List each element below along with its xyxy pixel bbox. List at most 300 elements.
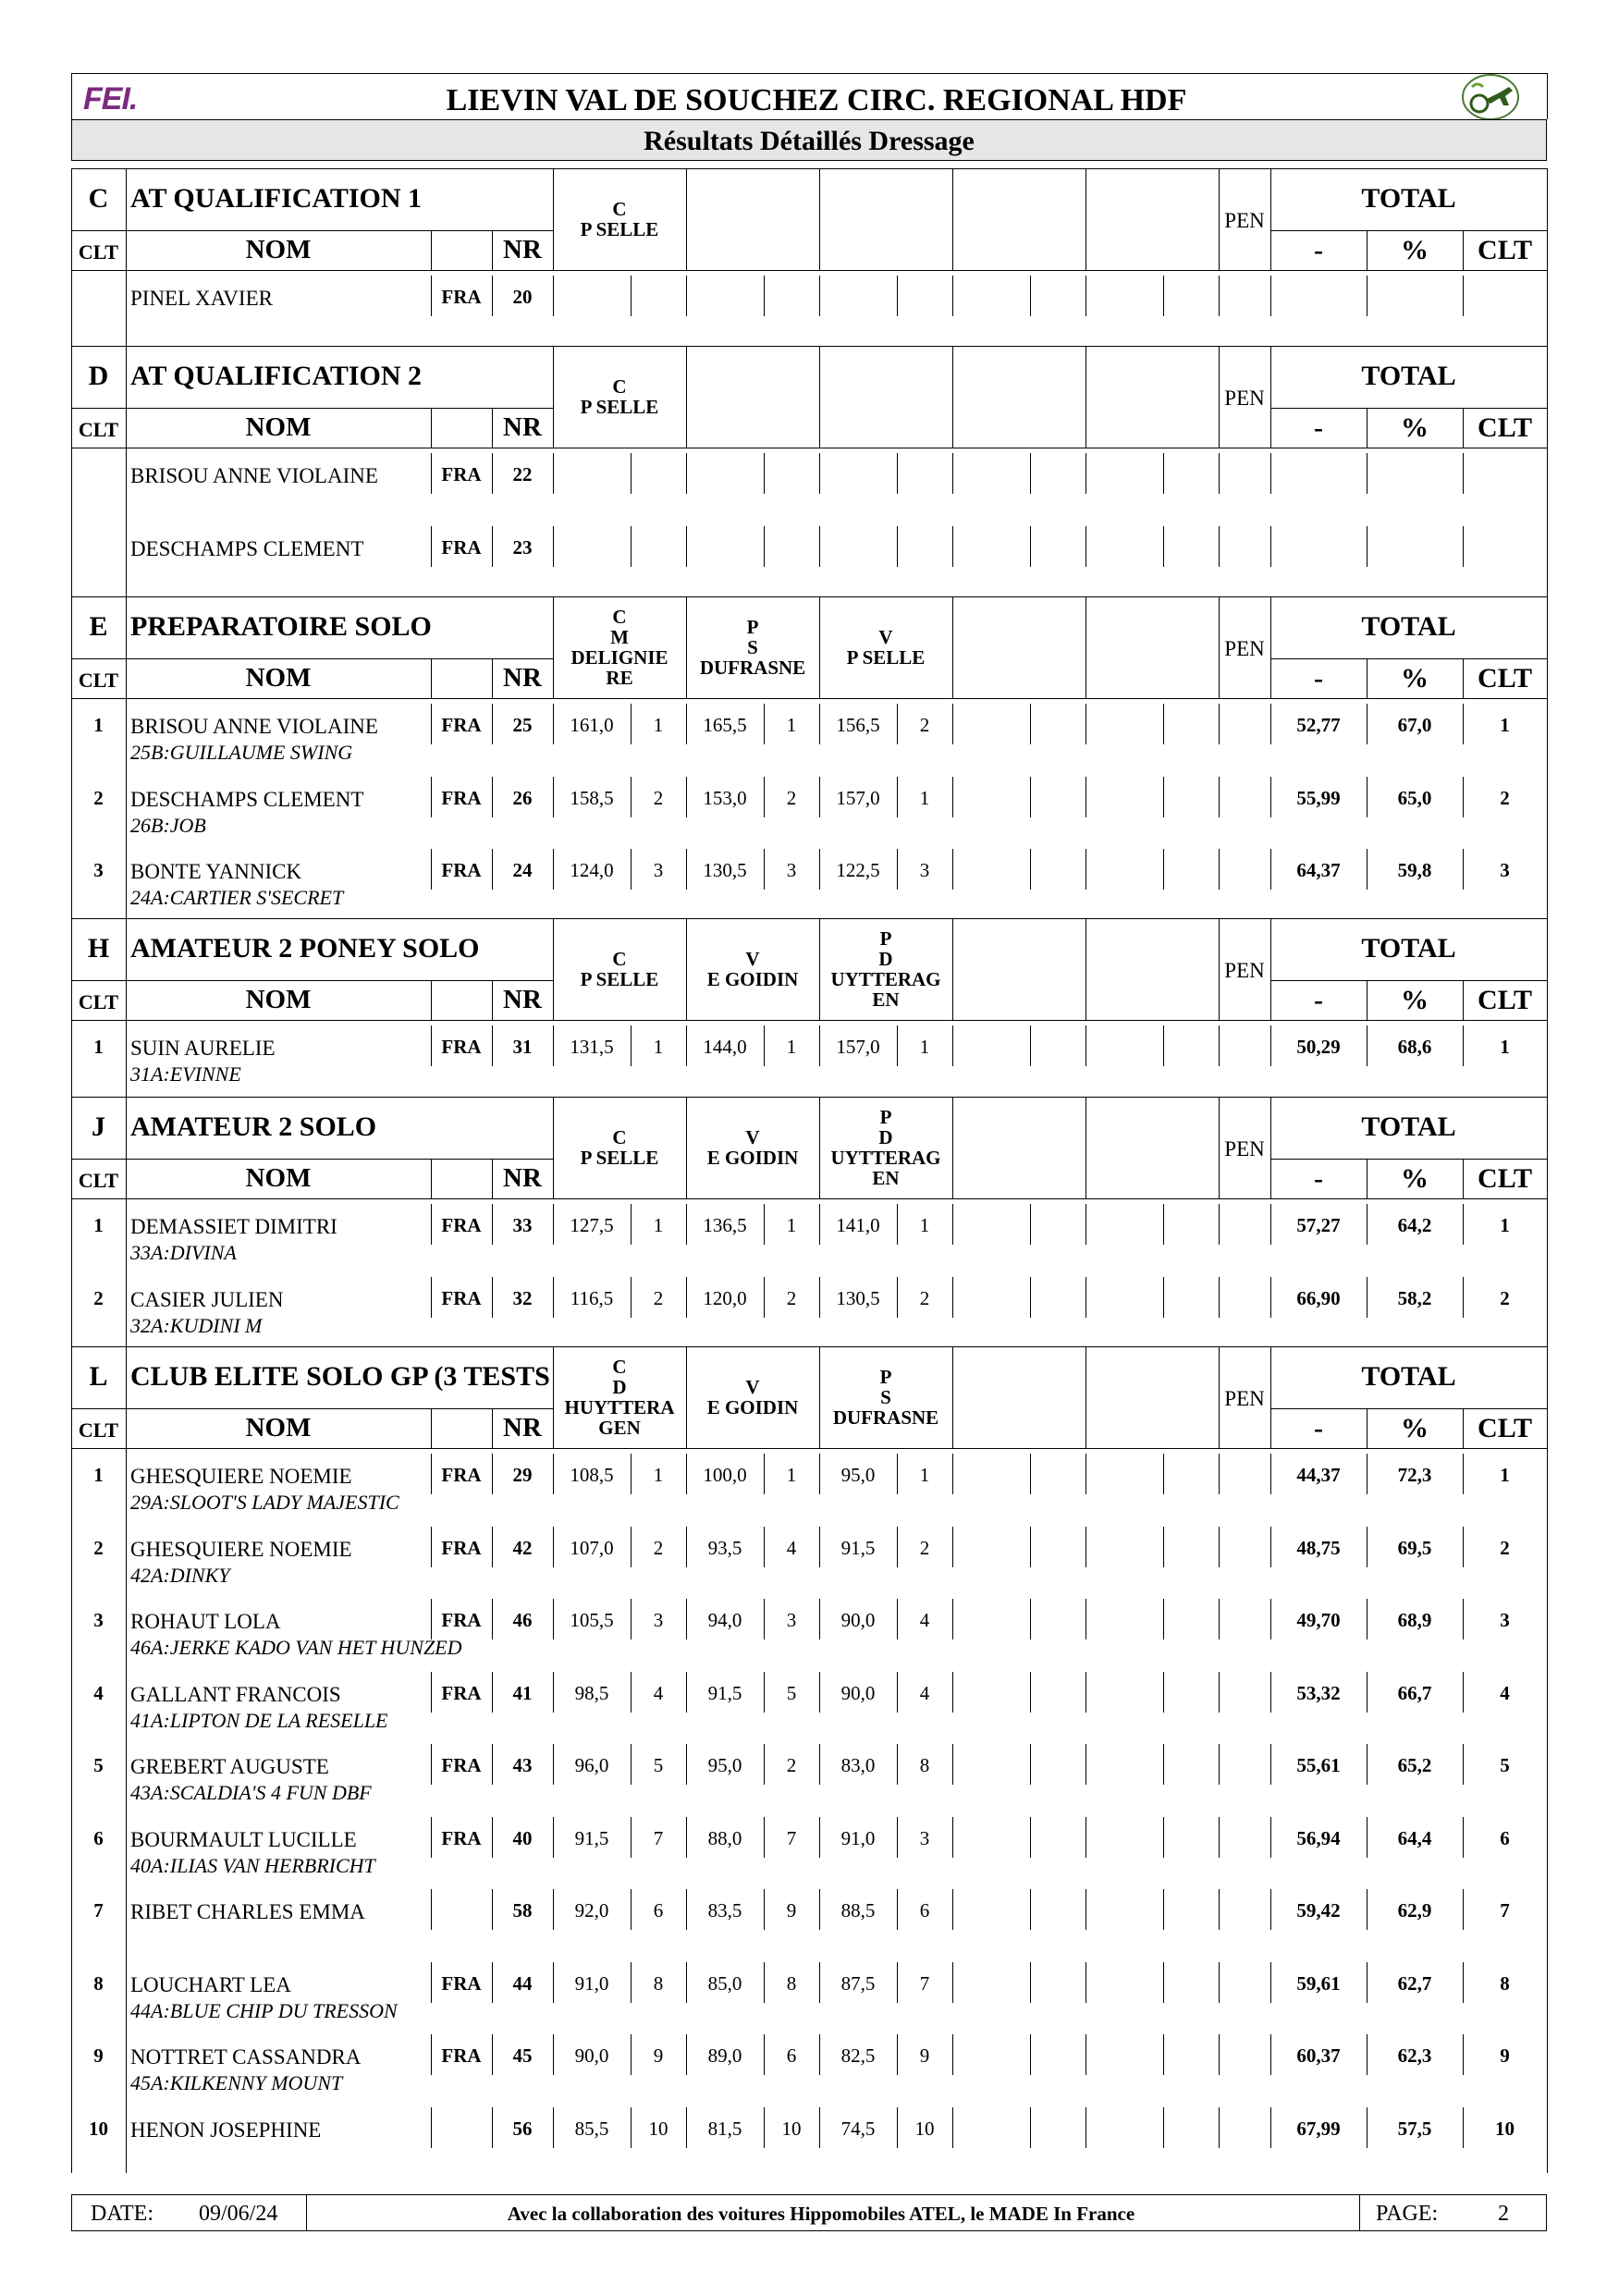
row-judge-rule <box>1085 1744 1086 1785</box>
row-rank-rule <box>897 1025 898 1066</box>
pen-header: PEN <box>1224 637 1265 660</box>
judge-score: 83,0 <box>840 1754 876 1776</box>
row-rank-rule <box>631 704 632 744</box>
row-rank-rule <box>1163 1744 1164 1785</box>
section-name: AT QUALIFICATION 1 <box>130 183 423 214</box>
section-name: AMATEUR 2 SOLO <box>130 1111 377 1142</box>
judge-column-rule <box>1219 596 1220 698</box>
row-total-rule <box>1219 849 1220 890</box>
row-rank-rule <box>1030 1962 1031 2003</box>
row-judge-rule <box>819 1672 820 1713</box>
judge-score: 90,0 <box>840 1609 876 1631</box>
total-score: 55,99 <box>1296 786 1341 809</box>
final-rank: 9 <box>1500 2044 1510 2067</box>
judge-rank: 1 <box>919 786 930 809</box>
judge-column-rule <box>1270 596 1271 698</box>
rider-name: BRISOU ANNE VIOLAINE <box>130 464 378 487</box>
total-clt-header: CLT <box>1478 235 1532 265</box>
row-total-rule <box>1219 2107 1220 2148</box>
row-judge-rule <box>952 849 953 890</box>
row-judge-rule <box>819 704 820 744</box>
row-rank-rule <box>631 276 632 316</box>
total-title-rule <box>1270 658 1547 659</box>
row-total-rule <box>1270 1672 1271 1713</box>
rider-nation: FRA <box>441 1826 482 1849</box>
row-clt: 2 <box>93 1536 104 1559</box>
section-header-bottom <box>71 1448 1547 1449</box>
judge-rank: 5 <box>653 1754 664 1776</box>
rider-number: 43 <box>512 1754 533 1776</box>
judge-column-rule <box>1270 1097 1271 1198</box>
row-judge-rule <box>952 453 953 494</box>
rider-nation: FRA <box>441 1681 482 1704</box>
nr-header: NR <box>503 663 542 693</box>
row-total-rule <box>1463 1599 1464 1639</box>
total-pct-header: % <box>1401 663 1429 694</box>
total-title-rule <box>1270 980 1547 981</box>
row-judge-rule <box>553 276 554 316</box>
row-total-rule <box>1367 849 1368 890</box>
row-judge-rule <box>686 1204 687 1245</box>
row-judge-rule <box>819 2034 820 2075</box>
rider-name: GHESQUIERE NOEMIE <box>130 1537 352 1561</box>
row-rank-rule <box>897 526 898 567</box>
row-column-rule <box>431 453 432 494</box>
section-right-rule <box>1547 596 1548 918</box>
row-rank-rule <box>764 704 765 744</box>
judge-column-rule <box>686 1097 687 1198</box>
row-judge-rule <box>686 276 687 316</box>
total-percent: 62,9 <box>1397 1899 1432 1922</box>
clt-header: CLT <box>78 1169 119 1192</box>
judge-header-line: DUFRASNE <box>832 1406 939 1429</box>
nom-column-rule <box>431 230 432 270</box>
fei-logo: FEI. <box>83 81 138 117</box>
judge-column-rule <box>1085 918 1086 1020</box>
row-total-rule <box>1219 1454 1220 1494</box>
section-title-rule <box>71 658 553 659</box>
total-percent: 65,2 <box>1397 1754 1432 1776</box>
judge-column-rule <box>686 168 687 270</box>
row-judge-rule <box>553 1889 554 1930</box>
row-judge-rule <box>1085 526 1086 567</box>
judge-rank: 1 <box>919 1214 930 1236</box>
row-judge-rule <box>952 1599 953 1639</box>
row-judge-rule <box>686 1889 687 1930</box>
row-rank-rule <box>897 1527 898 1567</box>
rider-name: HENON JOSEPHINE <box>130 2118 322 2142</box>
judge-header-line: V <box>878 626 893 648</box>
row-rank-rule <box>1163 777 1164 817</box>
horse-name: 43A:SCALDIA'S 4 FUN DBF <box>130 1781 372 1804</box>
total-score: 59,61 <box>1296 1971 1341 1995</box>
row-clt: 6 <box>93 1826 104 1849</box>
row-rank-rule <box>1030 276 1031 316</box>
row-total-rule <box>1463 1527 1464 1567</box>
row-judge-rule <box>819 1527 820 1567</box>
judge-score: 82,5 <box>840 2044 876 2067</box>
section-title-rule <box>71 1159 553 1160</box>
row-rank-rule <box>1163 1277 1164 1318</box>
row-judge-rule <box>686 1817 687 1858</box>
row-rank-rule <box>631 2107 632 2148</box>
judge-rank: 1 <box>786 714 797 736</box>
pen-header: PEN <box>1224 959 1265 982</box>
judge-column-rule <box>686 1346 687 1448</box>
row-clt: 7 <box>93 1899 104 1922</box>
row-judge-rule <box>819 1744 820 1785</box>
row-judge-rule <box>1085 1277 1086 1318</box>
row-rank-rule <box>1030 1889 1031 1930</box>
row-total-rule <box>1367 1889 1368 1930</box>
row-judge-rule <box>819 1962 820 2003</box>
judge-score: 96,0 <box>574 1754 609 1776</box>
rider-number: 46 <box>512 1609 533 1631</box>
row-column-rule <box>431 1454 432 1494</box>
row-rank-rule <box>631 1527 632 1567</box>
section-header-bottom <box>71 1020 1547 1021</box>
nom-column-rule <box>431 980 432 1020</box>
judge-rank: 1 <box>653 714 664 736</box>
judge-score: 98,5 <box>574 1681 609 1704</box>
row-total-rule <box>1463 1744 1464 1785</box>
judge-column-rule <box>1085 346 1086 448</box>
row-total-rule <box>1463 1889 1464 1930</box>
final-rank: 5 <box>1500 1754 1510 1776</box>
row-judge-rule <box>819 2107 820 2148</box>
judge-rank: 9 <box>786 1899 797 1922</box>
horse-name: 42A:DINKY <box>130 1563 230 1587</box>
judge-rank: 10 <box>781 2117 802 2140</box>
row-judge-rule <box>553 1744 554 1785</box>
judge-rank: 1 <box>786 1214 797 1236</box>
row-rank-rule <box>631 1599 632 1639</box>
nat-column-rule <box>492 658 493 698</box>
judge-score: 92,0 <box>574 1899 609 1922</box>
judge-score: 88,5 <box>840 1899 876 1922</box>
footer-page-label: PAGE: <box>1376 2202 1439 2226</box>
row-judge-rule <box>952 777 953 817</box>
row-total-rule <box>1270 1817 1271 1858</box>
judge-column-rule <box>1085 168 1086 270</box>
row-rank-rule <box>897 1672 898 1713</box>
total-pct-header: % <box>1401 1163 1429 1194</box>
judge-rank: 2 <box>653 1286 664 1309</box>
judge-rank: 2 <box>786 786 797 809</box>
header-top-rule <box>71 73 1547 74</box>
row-rank-rule <box>1163 1204 1164 1245</box>
row-judge-rule <box>1085 1204 1086 1245</box>
horse-name: 26B:JOB <box>130 813 206 837</box>
judge-header-line: V <box>745 948 760 970</box>
judge-score: 105,5 <box>570 1609 614 1631</box>
horse-name: 29A:SLOOT'S LADY MAJESTIC <box>130 1491 399 1514</box>
row-rank-rule <box>764 1889 765 1930</box>
total-dash-header: - <box>1314 412 1323 443</box>
row-total-rule <box>1219 1599 1220 1639</box>
section-name: AMATEUR 2 PONEY SOLO <box>130 933 480 964</box>
row-rank-rule <box>1030 777 1031 817</box>
row-column-rule <box>492 849 493 890</box>
judge-rank: 10 <box>914 2117 935 2140</box>
row-rank-rule <box>1030 1599 1031 1639</box>
total-dash-header: - <box>1314 235 1323 265</box>
judge-score: 90,0 <box>574 2044 609 2067</box>
judge-header-line: C <box>612 948 627 970</box>
row-rank-rule <box>1163 1889 1164 1930</box>
judge-column-rule <box>952 168 953 270</box>
judge-score: 85,5 <box>574 2117 609 2140</box>
row-rank-rule <box>897 777 898 817</box>
row-column-rule <box>492 2034 493 2075</box>
row-total-rule <box>1367 1527 1368 1567</box>
row-judge-rule <box>952 1889 953 1930</box>
row-rank-rule <box>631 777 632 817</box>
row-judge-rule <box>553 1599 554 1639</box>
judge-rank: 2 <box>919 714 930 736</box>
row-rank-rule <box>897 849 898 890</box>
row-clt: 1 <box>93 1036 104 1058</box>
judge-rank: 2 <box>919 1536 930 1559</box>
row-judge-rule <box>819 1277 820 1318</box>
row-judge-rule <box>1085 2034 1086 2075</box>
row-total-rule <box>1463 1277 1464 1318</box>
judge-header-line: RE <box>606 667 633 689</box>
rider-number: 41 <box>512 1681 533 1704</box>
row-judge-rule <box>553 1672 554 1713</box>
judge-rank: 2 <box>919 1286 930 1309</box>
judge-rank: 6 <box>653 1899 664 1922</box>
rider-name: BRISOU ANNE VIOLAINE <box>130 715 378 738</box>
row-rank-rule <box>764 1672 765 1713</box>
total-title-rule <box>1270 1159 1547 1160</box>
judge-score: 83,5 <box>707 1899 742 1922</box>
judge-rank: 8 <box>653 1971 664 1995</box>
nom-column-rule <box>431 408 432 448</box>
row-rank-rule <box>1163 526 1164 567</box>
total-percent: 68,6 <box>1397 1036 1432 1058</box>
row-total-rule <box>1270 704 1271 744</box>
row-rank-rule <box>1030 849 1031 890</box>
row-total-rule <box>1219 1277 1220 1318</box>
total-pct-header: % <box>1401 235 1429 265</box>
judge-score: 89,0 <box>707 2044 742 2067</box>
section-right-rule <box>1547 1097 1548 1346</box>
nom-header: NOM <box>245 663 312 693</box>
row-judge-rule <box>819 1889 820 1930</box>
clt-header: CLT <box>78 418 119 441</box>
row-total-rule <box>1270 1744 1271 1785</box>
row-judge-rule <box>819 1025 820 1066</box>
row-judge-rule <box>686 1672 687 1713</box>
rider-number: 25 <box>512 714 533 736</box>
row-judge-rule <box>553 453 554 494</box>
row-total-rule <box>1463 1817 1464 1858</box>
rider-name: GREBERT AUGUSTE <box>130 1755 329 1778</box>
final-rank: 1 <box>1500 1464 1510 1486</box>
total-score: 53,32 <box>1296 1681 1341 1704</box>
row-judge-rule <box>686 704 687 744</box>
rider-nation: FRA <box>441 1214 482 1236</box>
total-sub-rule <box>1463 1408 1464 1448</box>
judge-score: 157,0 <box>836 1036 880 1058</box>
row-column-rule <box>431 1889 432 1930</box>
total-score: 64,37 <box>1296 859 1341 881</box>
rider-name: PINEL XAVIER <box>130 287 273 310</box>
total-sub-rule <box>1367 980 1368 1020</box>
section-letter: C <box>88 183 109 214</box>
row-total-rule <box>1219 1962 1220 2003</box>
row-total-rule <box>1367 1962 1368 2003</box>
row-judge-rule <box>686 849 687 890</box>
row-rank-rule <box>764 1744 765 1785</box>
rider-number: 58 <box>512 1899 533 1922</box>
row-rank-rule <box>764 1527 765 1567</box>
rider-name: LOUCHART LEA <box>130 1972 291 1996</box>
row-clt: 1 <box>93 714 104 736</box>
row-rank-rule <box>897 1744 898 1785</box>
row-column-rule <box>492 1672 493 1713</box>
row-column-rule <box>431 2034 432 2075</box>
total-dash-header: - <box>1314 1163 1323 1194</box>
judge-header-line: P <box>879 927 892 950</box>
row-total-rule <box>1219 1672 1220 1713</box>
judge-header-line: HUYTTERA <box>564 1396 675 1418</box>
row-rank-rule <box>631 1025 632 1066</box>
judge-header-line: UYTTERAG <box>830 1147 941 1169</box>
nat-column-rule <box>492 408 493 448</box>
rider-number: 24 <box>512 859 533 881</box>
row-rank-rule <box>764 453 765 494</box>
judge-column-rule <box>952 596 953 698</box>
row-total-rule <box>1367 1672 1368 1713</box>
total-percent: 64,4 <box>1397 1826 1432 1849</box>
section-letter: E <box>89 611 108 642</box>
total-sub-rule <box>1367 658 1368 698</box>
nom-header: NOM <box>245 235 312 264</box>
row-rank-rule <box>631 1817 632 1858</box>
rider-number: 33 <box>512 1214 533 1236</box>
row-judge-rule <box>819 453 820 494</box>
row-rank-rule <box>1163 704 1164 744</box>
judge-header-line: D <box>878 948 893 970</box>
judge-rank: 7 <box>653 1826 664 1849</box>
clt-column-rule <box>126 168 127 346</box>
row-total-rule <box>1270 453 1271 494</box>
row-judge-rule <box>952 1204 953 1245</box>
rider-name: DESCHAMPS CLEMENT <box>130 787 364 811</box>
rider-nation: FRA <box>441 859 482 881</box>
judge-column-rule <box>1085 1346 1086 1448</box>
total-percent: 62,3 <box>1397 2044 1432 2067</box>
judge-header-line: D <box>612 1376 627 1398</box>
row-rank-rule <box>631 1454 632 1494</box>
row-column-rule <box>492 1889 493 1930</box>
total-score: 60,37 <box>1296 2044 1341 2067</box>
row-judge-rule <box>553 1817 554 1858</box>
row-total-rule <box>1463 2107 1464 2148</box>
judge-header-line: C <box>612 375 627 398</box>
rider-nation: FRA <box>441 1036 482 1058</box>
total-clt-header: CLT <box>1478 1413 1532 1443</box>
total-percent: 72,3 <box>1397 1464 1432 1486</box>
total-title-rule <box>1270 230 1547 231</box>
row-judge-rule <box>819 849 820 890</box>
row-judge-rule <box>1085 704 1086 744</box>
judge-header-line: P <box>746 616 759 638</box>
row-rank-rule <box>1163 1962 1164 2003</box>
row-rank-rule <box>1030 453 1031 494</box>
judge-score: 144,0 <box>703 1036 747 1058</box>
pen-header: PEN <box>1224 1137 1265 1160</box>
row-rank-rule <box>764 1454 765 1494</box>
row-rank-rule <box>764 1277 765 1318</box>
row-rank-rule <box>1163 1025 1164 1066</box>
judge-score: 95,0 <box>840 1464 876 1486</box>
judge-score: 95,0 <box>707 1754 742 1776</box>
judge-score: 127,5 <box>570 1214 614 1236</box>
section-name: CLUB ELITE SOLO GP (3 TESTS <box>130 1361 550 1392</box>
final-rank: 2 <box>1500 1286 1510 1309</box>
clt-column-rule <box>126 346 127 596</box>
row-judge-rule <box>686 1454 687 1494</box>
row-rank-rule <box>764 1599 765 1639</box>
judge-score: 88,0 <box>707 1826 742 1849</box>
nr-header: NR <box>503 235 542 264</box>
row-total-rule <box>1270 1025 1271 1066</box>
total-sub-rule <box>1463 980 1464 1020</box>
pen-header: PEN <box>1224 387 1265 410</box>
horse-name: 46A:JERKE KADO VAN HET HUNZED <box>130 1636 462 1659</box>
row-rank-rule <box>1030 1454 1031 1494</box>
nr-header: NR <box>503 1413 542 1443</box>
horse-name: 40A:ILIAS VAN HERBRICHT <box>130 1853 375 1877</box>
total-sub-rule <box>1463 408 1464 448</box>
judge-column-rule <box>686 596 687 698</box>
judge-header-line: C <box>612 198 627 220</box>
row-judge-rule <box>686 1527 687 1567</box>
row-judge-rule <box>553 1277 554 1318</box>
judge-header-line: P SELLE <box>580 396 659 418</box>
rider-name: DESCHAMPS CLEMENT <box>130 536 364 560</box>
judge-score: 91,0 <box>574 1971 609 1995</box>
carriage-logo-icon <box>1459 72 1522 122</box>
row-total-rule <box>1270 1527 1271 1567</box>
final-rank: 3 <box>1500 859 1510 881</box>
rider-number: 45 <box>512 2044 533 2067</box>
row-column-rule <box>492 1599 493 1639</box>
judge-column-rule <box>1085 596 1086 698</box>
row-total-rule <box>1219 1817 1220 1858</box>
final-rank: 1 <box>1500 1214 1510 1236</box>
row-total-rule <box>1463 849 1464 890</box>
row-clt: 5 <box>93 1754 104 1776</box>
total-score: 56,94 <box>1296 1826 1341 1849</box>
row-judge-rule <box>553 2034 554 2075</box>
row-judge-rule <box>1085 1527 1086 1567</box>
row-rank-rule <box>897 2034 898 2075</box>
row-column-rule <box>492 1204 493 1245</box>
row-rank-rule <box>764 526 765 567</box>
row-rank-rule <box>1163 1672 1164 1713</box>
judge-score: 131,5 <box>570 1036 614 1058</box>
row-judge-rule <box>1085 1817 1086 1858</box>
total-score: 67,99 <box>1296 2117 1341 2140</box>
row-rank-rule <box>764 849 765 890</box>
row-total-rule <box>1219 1527 1220 1567</box>
rider-number: 56 <box>512 2117 533 2140</box>
row-rank-rule <box>1030 526 1031 567</box>
